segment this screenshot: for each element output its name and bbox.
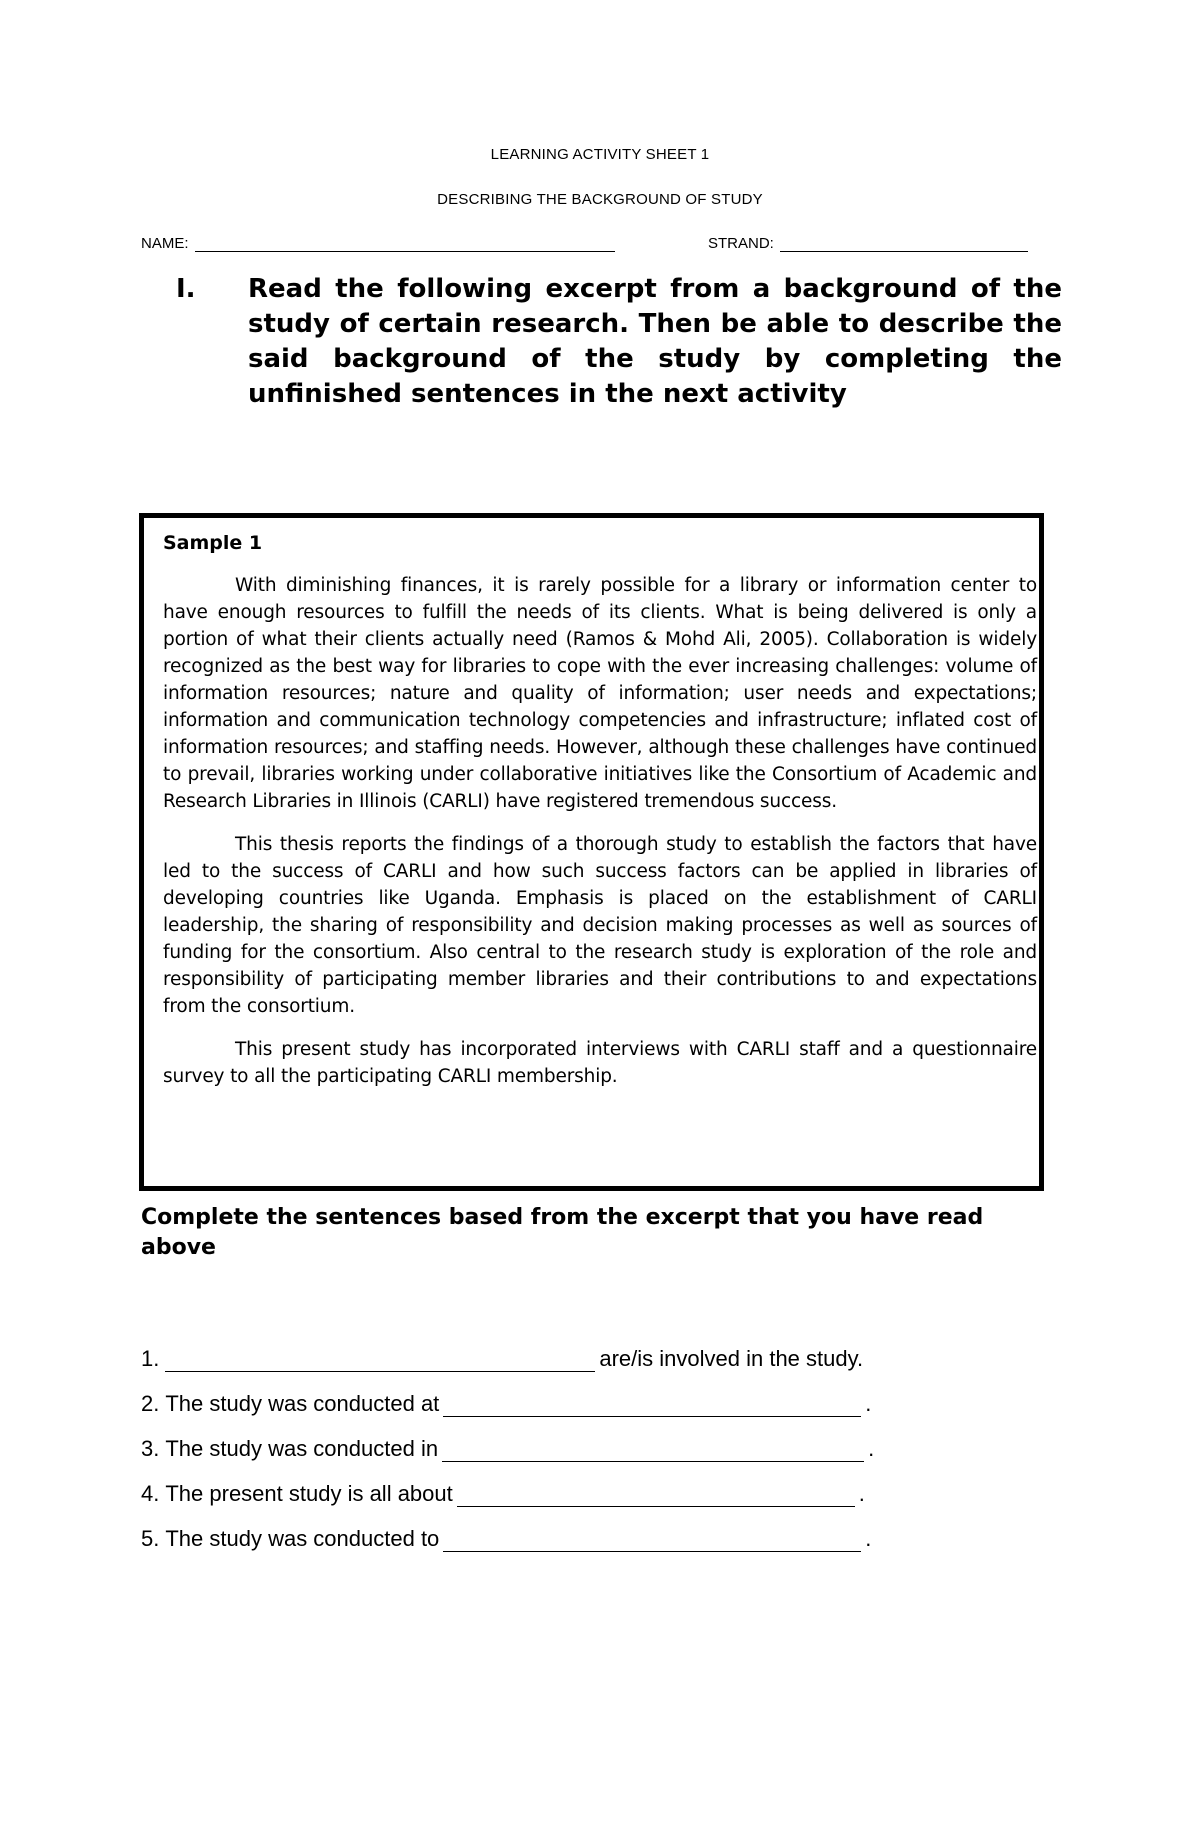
question-number: 2. [141,1391,160,1416]
instruction-number: I. [176,274,196,304]
strand-field-row [708,235,1028,252]
question-prefix: The present study is all about [165,1481,453,1506]
name-field-row [141,235,615,252]
answer-blank[interactable] [443,1531,861,1552]
question-suffix: . [868,1436,875,1461]
answer-blank[interactable] [165,1351,595,1372]
question-item [141,1327,1041,1372]
name-blank-field[interactable] [195,237,615,252]
answer-blank[interactable] [442,1441,864,1462]
question-item [141,1462,1041,1507]
question-prefix: The study was conducted at [165,1391,440,1416]
sample-excerpt-box [139,513,1044,1191]
question-number: 1. [141,1346,160,1371]
question-list [141,1327,1041,1552]
answer-blank[interactable] [457,1486,855,1507]
activity-heading: Complete the sentences based from the excerpt that you have read above [141,1205,984,1260]
sample-label: Sample 1 [163,532,263,554]
instruction-block [176,272,1062,412]
excerpt-paragraph: This thesis reports the findings of a thorough study to establish the factors that have led to the success of CARLI and how such success factors can be applied in libraries of developing countries like Uganda. Emphasis is placed on the establishment of CARLI leadership, the sharing of responsibility and decision making processes as well as sources of funding for the consortium. Also central to the research study is exploration of the role and responsibility of participating member libraries and their contributions to and expectations from the consortium. [163,834,1037,1017]
question-item [141,1372,1041,1417]
question-number: 3. [141,1436,160,1461]
question-suffix: . [858,1481,865,1506]
instruction-text: Read the following excerpt from a background of the study of certain research. Then be able to describe the said background of the study by completing the unfinished sentences in the next activity [248,274,1062,409]
question-number: 5. [141,1526,160,1551]
question-prefix: The study was conducted to [165,1526,440,1551]
name-label: NAME: [141,235,189,252]
question-item [141,1417,1041,1462]
page-title: LEARNING ACTIVITY SHEET 1 [490,146,710,163]
page-subtitle: DESCRIBING THE BACKGROUND OF STUDY [437,191,763,208]
question-suffix: are/is involved in the study. [599,1346,864,1371]
question-suffix: . [865,1391,872,1416]
answer-blank[interactable] [443,1396,861,1417]
excerpt-paragraph: With diminishing finances, it is rarely possible for a library or information center to have enough resources to fulfill the needs of its clients. What is being delivered is only a portion of what their clients actually need (Ramos & Mohd Ali, 2005). Collaboration is widely recognized as the best way for libraries to cope with the ever increasing challenges: volume of information resources; nature and quality of information; user needs and expectations; information and communication technology competencies and infrastructure; inflated cost of information resources; and staffing needs. However, although these challenges have continued to prevail, libraries working under collaborative initiatives like the Consortium of Academic and Research Libraries in Illinois (CARLI) have registered tremendous success. [163,575,1037,812]
strand-label: STRAND: [708,235,774,252]
question-number: 4. [141,1481,160,1506]
question-suffix: . [865,1526,872,1551]
strand-blank-field[interactable] [780,237,1028,252]
question-prefix: The study was conducted in [165,1436,439,1461]
question-item [141,1507,1041,1552]
excerpt-paragraph: This present study has incorporated interviews with CARLI staff and a questionnaire survey to all the participating CARLI membership. [163,1039,1037,1087]
